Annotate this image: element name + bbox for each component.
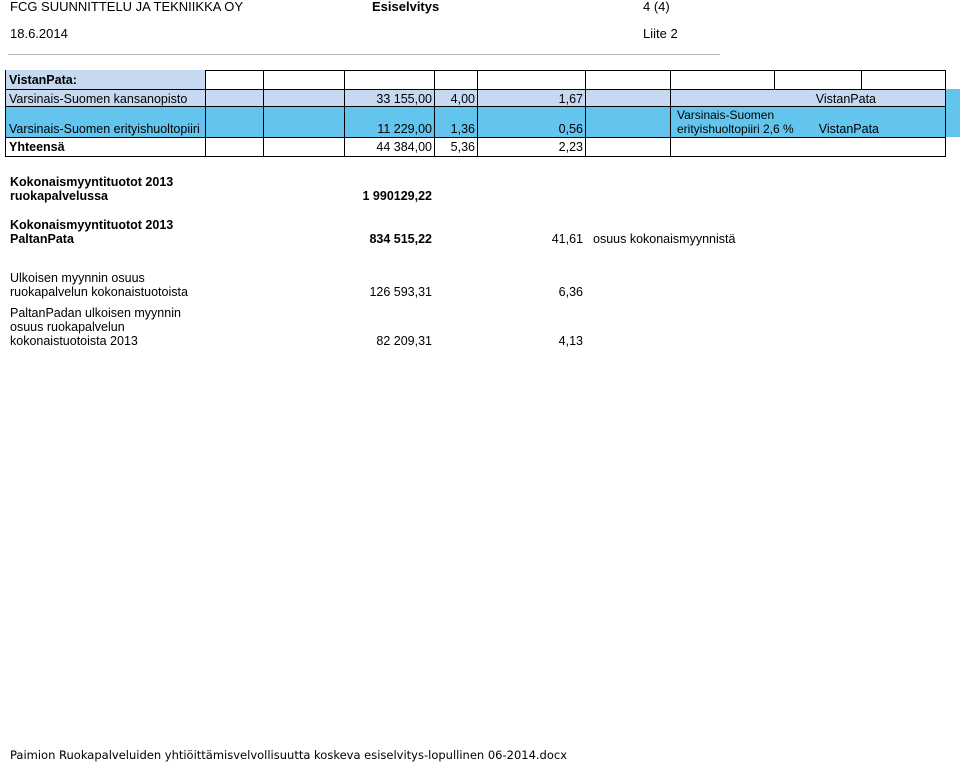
pu-label-line-1: PaltanPadan ulkoisen myynnin [10, 306, 181, 320]
grid-line [585, 70, 586, 157]
uo-value: 126 593,31 [369, 285, 432, 299]
grid-line [205, 70, 206, 157]
kp-label-line-1: Kokonaismyyntituotot 2013 [10, 175, 174, 189]
company-name: FCG SUUNNITTELU JA TEKNIIKKA OY [10, 0, 244, 14]
footer-filename: Paimion Ruokapalveluiden yhtiöittämisvelvollisuutta koskeva esiselvitys-lopullinen 06-2014.docx [10, 748, 568, 762]
pu-value: 82 209,31 [376, 334, 432, 348]
total-label: Yhteensä [9, 140, 65, 154]
row-1-extra: VistanPata [815, 92, 876, 106]
row-2-note-line-1: Varsinais-Suomen [677, 108, 775, 122]
vistanpata-table [5, 70, 945, 156]
document-date: 18.6.2014 [10, 26, 68, 41]
grid-line [5, 70, 6, 157]
row-2-value-2: 0,56 [558, 122, 583, 136]
uo-label-line-2: ruokapalvelun kokonaistuotoista [10, 285, 188, 299]
grid-line [205, 70, 945, 71]
grid-line [263, 70, 264, 157]
page-number: 4 (4) [643, 0, 670, 14]
attachment-label: Liite 2 [643, 26, 678, 41]
table-title: VistanPata: [9, 73, 77, 87]
pu-label-line-2: osuus ruokapalvelun [10, 320, 125, 334]
total-value-2: 2,23 [558, 140, 583, 154]
row-1-value-1: 4,00 [450, 92, 475, 106]
grid-line [5, 156, 945, 157]
row-2-value-1: 1,36 [450, 122, 475, 136]
pp-label-line-2: PaltanPata [10, 232, 74, 246]
grid-line [945, 70, 946, 157]
pu-label-line-3: kokonaistuotoista 2013 [10, 334, 138, 348]
document-type: Esiselvitys [372, 0, 440, 14]
total-amount: 44 384,00 [376, 140, 432, 154]
row-2-note-line-2: erityishuoltopiiri 2,6 % [677, 122, 794, 136]
row-1-name: Varsinais-Suomen kansanopisto [9, 92, 188, 106]
uo-label-line-1: Ulkoisen myynnin osuus [10, 271, 145, 285]
row-overflow-fill [945, 89, 960, 137]
pp-percent: 41,61 [551, 232, 583, 246]
grid-line [774, 70, 775, 89]
total-value-1: 5,36 [450, 140, 475, 154]
kp-value: 1 990129,22 [362, 189, 432, 203]
grid-line [5, 137, 945, 138]
pp-label-line-1: Kokonaismyyntituotot 2013 [10, 218, 174, 232]
pu-percent: 4,13 [558, 334, 583, 348]
row-1-value-2: 1,67 [558, 92, 583, 106]
grid-line [5, 106, 945, 107]
grid-line [861, 70, 862, 89]
header-divider [8, 54, 720, 55]
row-2-amount: 11 229,00 [377, 122, 432, 136]
grid-line [5, 89, 945, 90]
kp-label-line-2: ruokapalvelussa [10, 189, 108, 203]
pp-note: osuus kokonaismyynnistä [593, 232, 736, 246]
grid-line [670, 70, 671, 157]
pp-value: 834 515,22 [369, 232, 432, 246]
uo-percent: 6,36 [558, 285, 583, 299]
row-2-name: Varsinais-Suomen erityishuoltopiiri [9, 122, 200, 136]
row-1-amount: 33 155,00 [376, 92, 432, 106]
row-2-extra: VistanPata [818, 122, 879, 136]
